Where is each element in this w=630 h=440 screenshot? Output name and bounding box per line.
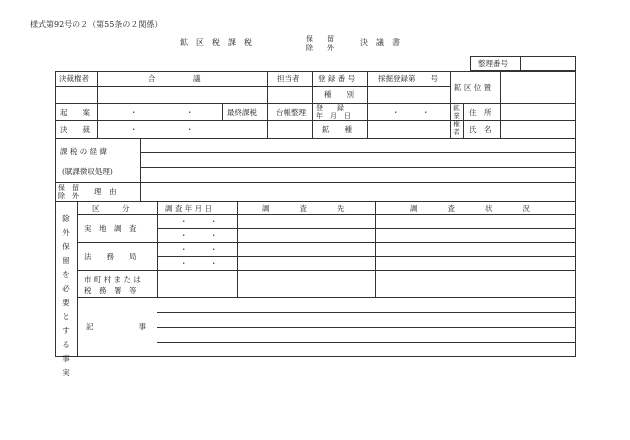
houmu-dot-4: ・ (210, 259, 218, 268)
koku-ichi-label: 鉱 区 位 置 (454, 83, 492, 92)
title-stack-bottom: 除 外 (306, 44, 334, 52)
jitchi-dot-4: ・ (210, 231, 218, 240)
touroku-dot-2: ・ (422, 108, 430, 117)
keii-label: 課 税 の 経 緯 (60, 147, 108, 156)
title-stack-top: 保 留 (306, 35, 334, 43)
kubun-header: 区 分 (92, 204, 130, 213)
touroku-stack-bottom: 年 月 日 (316, 112, 351, 120)
shichoson-bottom-label: 税 務 署 等 (84, 286, 137, 295)
keii-sub-label: (賦課徴収処理) (62, 167, 113, 176)
touroku-dot-1: ・ (392, 108, 400, 117)
kian-dot-1: ・ (130, 108, 138, 117)
koshu-label: 鉱 種 (322, 125, 352, 134)
form-number: 様式第92号の２（第55条の２関係） (30, 20, 163, 29)
kessai-dot-2: ・ (186, 125, 194, 134)
touroku-bango-label: 登 録 番 号 (318, 74, 356, 83)
sokken-touroku-label: 採掘登録第 号 (378, 74, 438, 83)
tantou-label: 担当者 (277, 74, 300, 83)
jitchi-dot-2: ・ (210, 217, 218, 226)
jitchi-dot-3: ・ (180, 231, 188, 240)
houmu-dot-2: ・ (210, 245, 218, 254)
shubetsu-label: 種 別 (324, 90, 354, 99)
chosa-date-header: 調 査 年 月 日 (165, 204, 213, 213)
gougi-label: 合 議 (148, 74, 201, 83)
kian-dot-2: ・ (186, 108, 194, 117)
houmu-dot-1: ・ (180, 245, 188, 254)
houmu-dot-3: ・ (180, 259, 188, 268)
riyu-label: 理 由 (94, 187, 117, 196)
chosa-jokyo-header: 調 査 状 況 (410, 204, 530, 213)
kessai-sha-label: 決裁権者 (59, 74, 89, 83)
saishu-kazei-label: 最終課税 (227, 108, 257, 117)
kian-label: 起 案 (60, 108, 90, 117)
survey-side-label: 除外保留を必要とする事実 (62, 214, 70, 377)
jitchi-chosa-label: 実 地 調 査 (84, 224, 137, 233)
title-main: 鉱 区 税 課 税 (180, 38, 252, 47)
kiji-label: 記 事 (86, 322, 146, 331)
riyu-stack-bottom: 除 外 (58, 192, 79, 200)
houmu-label: 法 務 局 (84, 252, 137, 261)
touroku-stack-top: 登 録 (316, 104, 344, 112)
shichoson-top-label: 市 町 村 ま た は (84, 275, 141, 284)
kessai-dot-1: ・ (130, 125, 138, 134)
daichou-seiri-label: 台帳整理 (276, 108, 306, 117)
chosa-saki-header: 調 査 先 (262, 204, 345, 213)
shimei-label: 氏 名 (469, 125, 492, 134)
seiri-bango-label: 整理番号 (478, 59, 508, 68)
kessai-label: 決 裁 (60, 125, 90, 134)
riyu-stack-top: 保 留 (58, 184, 79, 192)
title-end: 決 議 書 (360, 38, 400, 47)
jitchi-dot-1: ・ (180, 217, 188, 226)
kogyo-ken-sha-label: 鉱業権者 (453, 104, 460, 136)
jusho-label: 住 所 (469, 108, 492, 117)
